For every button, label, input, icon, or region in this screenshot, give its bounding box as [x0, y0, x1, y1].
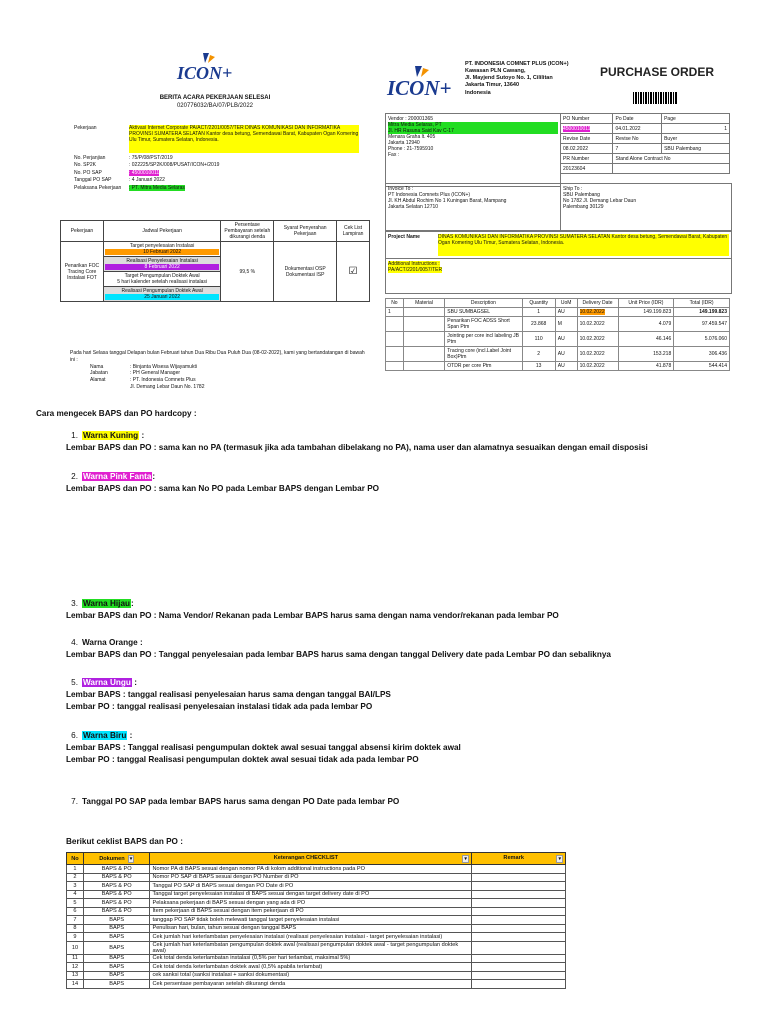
schedule-cell: Target Pengumpulan Doktek Awal 5 hari kalender setelah realisasi instalasi	[103, 272, 220, 287]
vendor-block: Vendor : 200001365 Mitra Media Selaras, PT Jl. HR Rasuna Said Kav C-17 Menara Graha lt. 405 Jakarta 12940 Phone : 21-7595910 Fax :	[385, 113, 561, 187]
schedule-cell: Realisasi Penyelesaian Instalasi 8 Februari 2022	[103, 257, 220, 272]
project-block: Project Name DINAS KOMUNIKASI DAN INFORMATIKA PROVINSI SUMATERA SELATAN Kantor desa betung, Semendawai Barat, Kabupaten Ogan Komering Ulu Timur, Sumatera Selatan, Indonesia.	[385, 231, 732, 259]
table-row: 10 BAPS Cek jumlah hari keterlambatan pengumpulan doktek awal (realisasi pengumpulan doktek awal - target pengumpulan doktek awal)	[67, 941, 566, 954]
baps-document	[60, 45, 370, 390]
table-row: 6 BAPS & PO Item pekerjaan di BAPS sesuai dengan item pekerjaan di PO	[67, 907, 566, 916]
field-value: : 022225/SP2K/008/PUSAT/ICON+/2019	[129, 162, 220, 168]
po-title: PURCHASE ORDER	[600, 65, 715, 79]
color-label: Warna Ungu	[83, 678, 131, 687]
field-row	[74, 155, 364, 161]
signer-block: Nama : Binjanta Wisesa Wijayamukti Jabatan : PH General Manager Alamat : PT. Indonesia Comnets Plus Jl. Demang Lebar Daun No. 1782	[90, 363, 205, 390]
instruction-item: 1. Warna Kuning : Lembar BAPS dan PO : sama kan no PA (termasuk jika ada tambahan dibelakang no PA), nama user dan alamatnya sesuaikan dengan email disposisi	[66, 431, 648, 452]
instruction-item: 6. Warna Biru : Lembar BAPS : Tanggal realisasi pengumpulan doktek awal sesuai tanggal absensi kirim doktek awal Lembar PO : tanggal Realisasi pengumpulan doktek awal sesuai tidak ada pada lembar PO	[66, 731, 461, 764]
table-header: Pekerjaan	[61, 221, 104, 242]
table-row: 13 BAPS cek sanksi total (sanksi instalasi + sanksi dokumentasi)	[67, 971, 566, 980]
field-key: No. PO SAP	[74, 169, 102, 176]
schedule-date: 8 Februari 2022	[105, 264, 219, 270]
vendor-name: Mitra Media Selaras, PT	[388, 122, 558, 128]
table-row: 4 BAPS & PO Tanggal target penyelesaian instalasi di BAPS sesuai dengan target delivery date di PO	[67, 890, 566, 899]
table-row: 1 BAPS & PO Nomor PA di BAPS sesuai dengan nomor PA di kolom additional instructions pada PO	[67, 865, 566, 874]
schedule-date: 5 hari kalender setelah realisasi instalasi	[117, 279, 208, 285]
field-row	[74, 170, 364, 176]
logo-text: ICON+	[387, 76, 452, 100]
table-row: 3 BAPS & PO Tanggal PO SAP di BAPS sesuai dengan PO Date di PO	[67, 882, 566, 891]
table-row: OTDR per core Ptm 13 AU 10.02.2022 41.878 544.414	[386, 362, 730, 371]
table-row: 14 BAPS Cek persentase pembayaran setelah dikurangi denda	[67, 980, 566, 989]
purchase-order-document	[385, 55, 730, 395]
table-row: 2 BAPS & PO Nomor PO SAP di BAPS sesuai dengan PO Number di PO	[67, 873, 566, 882]
project-name: DINAS KOMUNIKASI DAN INFORMATIKA PROVINSI SUMATERA SELATAN Kantor desa betung, Semendawai Barat, Kabupaten Ogan Komering Ulu Timur, Sumatera Selatan, Indonesia.	[438, 234, 729, 256]
po-header-grid: PO Number Po Date Page 4500010011 04.01.2022 1 Revise Date Revise No Buyer 08.02.2022 7 SBU Palembang PR Number Stand Alone Contract No 20123604	[560, 113, 730, 174]
row-label: Penarikan FOC Tracing Core Instalasi FOT	[61, 242, 104, 302]
po-number: 4500010011	[563, 125, 591, 132]
baps-footer	[70, 350, 370, 391]
ship-to-block: Ship To : SBU Palembang No 1782 Jl. Demang Lebar Daun Palembang 30129	[560, 183, 732, 231]
requirement-cell: Dokumentasi OSP Dokumentasi ISP	[274, 242, 337, 302]
checklist-table	[66, 852, 566, 989]
baps-schedule-table	[60, 220, 370, 302]
color-label: Warna Kuning	[83, 431, 139, 440]
schedule-date: 10 Februari 2022	[105, 249, 219, 255]
field-key: Pelaksana Pekerjaan	[74, 184, 122, 191]
additional-instructions: Additional Instructions : PA/ACT/2201/0057/TER	[385, 258, 732, 294]
po-items-table: No Material Description Quantity UoM Delivery Date Unit Price (IDR) Total (IDR) 1 SBU SUMBAGSEL 1 AU 10.02.2022 149.199.823 149.199.823 Penarikan FOC ADSS Short Span Ptm 23.868 M 10.02.2022 4.079 97.459.547 Jointing per core incl labeling JB Ptm 110 AU 10.02.2022 46.146 5.076.060 Tracing core (incl.Label Joint Box)Ptm 2 AU 10.02.2022 153.218 306.436 OTDR per core Ptm 13 AU 10.02.2022 41.878 544.414	[385, 298, 730, 371]
icon-plus-logo	[175, 51, 245, 90]
table-row: Penarikan FOC ADSS Short Span Ptm 23.868 M 10.02.2022 4.079 97.459.547	[386, 317, 730, 332]
table-row: 1 SBU SUMBAGSEL 1 AU 10.02.2022 149.199.823 149.199.823	[386, 308, 730, 317]
instruction-item: 4. Warna Orange : Lembar BAPS dan PO : Tanggal penyelesaian pada lembar BAPS harus sama dengan tanggal Delivery date pada Lembar PO dan sebaliknya	[66, 638, 611, 659]
field-key: Tanggal PO SAP	[74, 177, 112, 183]
color-label: Warna Biru	[83, 731, 127, 740]
column-header[interactable]: Keterangan CHECKLIST ▾	[150, 853, 471, 865]
field-value: : PT. Mitra Media Selaras	[129, 184, 185, 191]
logo-text: ICON+	[177, 63, 233, 83]
checkbox-icon: ☑	[337, 242, 370, 302]
table-row: 5 BAPS & PO Pelaksana pekerjaan di BAPS sesuai dengan yang ada di PO	[67, 899, 566, 908]
instructions-heading: Cara mengecek BAPS dan PO hardcopy :	[36, 409, 197, 418]
baps-fields	[74, 125, 364, 192]
schedule-cell: Realisasi Pengumpulan Doktek Awal 25 Januari 2022	[103, 287, 220, 302]
instruction-item: 3. Warna Hijau: Lembar BAPS dan PO : Nama Vendor/ Rekanan pada Lembar BAPS harus sama dengan nama vendor/rekanan pada lembar PO	[66, 599, 559, 620]
table-row: Jointing per core incl labeling JB Ptm 110 AU 10.02.2022 46.146 5.076.060	[386, 332, 730, 347]
table-row: 9 BAPS Cek jumlah hari keterlambatan penyelesaian instalasi (realisasi penyelesaian instalasi - target penyelesaian instalasi)	[67, 933, 566, 942]
field-row	[74, 177, 364, 183]
table-row: 12 BAPS Cek total denda keterlambatan doktek awal (0,5% apabila terlambat)	[67, 963, 566, 972]
filter-dropdown-icon[interactable]: ▾	[464, 855, 467, 862]
field-key: Pekerjaan	[74, 125, 97, 131]
table-row: Tracing core (incl.Label Joint Box)Ptm 2 AU 10.02.2022 153.218 306.436	[386, 347, 730, 362]
field-row	[74, 162, 364, 168]
field-value: Aktivasi Internet Corporate PA/ACT/2201/0057/TER DINAS KOMUNIKASI DAN INFORMATIKA PROVINSI SUMATERA SELATAN Kantor desa betung, Semendawai Barat, Kabupaten Ogan Komering Ulu Timur, Sumatera Selatan, Indonesia.	[129, 125, 359, 153]
color-label: Warna Pink Fanta	[83, 472, 152, 481]
filter-dropdown-icon[interactable]: ▾	[129, 855, 133, 862]
baps-title: BERITA ACARA PEKERJAAN SELESAI 020776032/BA/07/PLB/2022	[145, 95, 285, 109]
table-row: 11 BAPS Cek total denda keterlambatan instalasi (0,5% per hari terlambat, maksimal 5%)	[67, 954, 566, 963]
invoice-to-block: Invoice To : PT Indonesia Comnets Plus (ICON+) Jl. KH Abdul Rochim No 1 Kuningan Barat, Mampang Jakarta Selatan 12710	[385, 183, 561, 231]
po-company-address: PT. INDONESIA COMNET PLUS (ICON+) Kawasan PLN Cawang, Jl. Mayjend Sutoyo No. 1, Cililitan Jakarta Timur, 13640 Indonesia	[465, 61, 569, 96]
instruction-item: 5. Warna Ungu : Lembar BAPS : tanggal realisasi penyelesaian harus sama dengan tanggal BAI/LPS Lembar PO : tanggal realisasi penyelesaian instalasi tidak ada pada lembar PO	[66, 678, 391, 711]
color-label: Warna Hijau	[83, 599, 131, 608]
barcode	[633, 92, 677, 104]
field-row	[74, 125, 364, 153]
table-header: Syarat Penyerahan Pekerjaan	[274, 221, 337, 242]
table-row: 7 BAPS tanggap PO SAP tidak boleh melewati tanggal target penyelesaian instalasi	[67, 916, 566, 925]
column-header: No	[67, 853, 84, 865]
table-header: Persentase Pembayaran setelah dikurangi denda	[221, 221, 274, 242]
table-header: Cek List Lampiran	[337, 221, 370, 242]
field-key: No. SP2K	[74, 162, 96, 168]
field-value: : 75/P/08/PST/2019	[129, 154, 173, 161]
pa-number: PA/ACT/2201/0057/TER	[388, 267, 443, 273]
instruction-item: 2. Warna Pink Fanta: Lembar BAPS dan PO : sama kan No PO pada Lembar BAPS dengan Lembar PO	[66, 472, 380, 493]
icon-plus-logo	[385, 63, 463, 106]
footer-intro: Pada hari Selasa tanggal Delapan bulan Februari tahun Dua Ribu Dua Puluh Dua (08-02-2022), kami yang bertandatangan di bawah ini :	[70, 350, 365, 363]
percentage-cell: 99,5 %	[221, 242, 274, 302]
field-row	[74, 185, 364, 191]
table-header: Jadwal Pekerjaan	[103, 221, 220, 242]
baps-doc-number: 020776032/BA/07/PLB/2022	[176, 103, 254, 109]
schedule-date: 25 Januari 2022	[105, 294, 219, 300]
color-label: Warna Orange	[82, 638, 138, 647]
table-row: 8 BAPS Penulisan hari, bulan, tahun sesuai dengan tanggal BAPS	[67, 924, 566, 933]
field-value: : 4500010011	[129, 169, 160, 176]
field-key: No. Perjanjian	[74, 154, 106, 161]
schedule-cell: Target penyelesaian Instalasi 10 Februari 2022	[103, 242, 220, 257]
instruction-item: 7. Tanggal PO SAP pada lembar BAPS harus sama dengan PO Date pada lembar PO	[71, 797, 400, 806]
field-value: : 4 Januari 2022	[129, 177, 165, 183]
checklist-heading: Berikut ceklist BAPS dan PO :	[66, 837, 183, 846]
filter-dropdown-icon[interactable]: ▾	[558, 855, 561, 862]
column-header[interactable]: Dokumen ▾	[83, 853, 150, 865]
column-header[interactable]: Remark ▾	[471, 853, 565, 865]
